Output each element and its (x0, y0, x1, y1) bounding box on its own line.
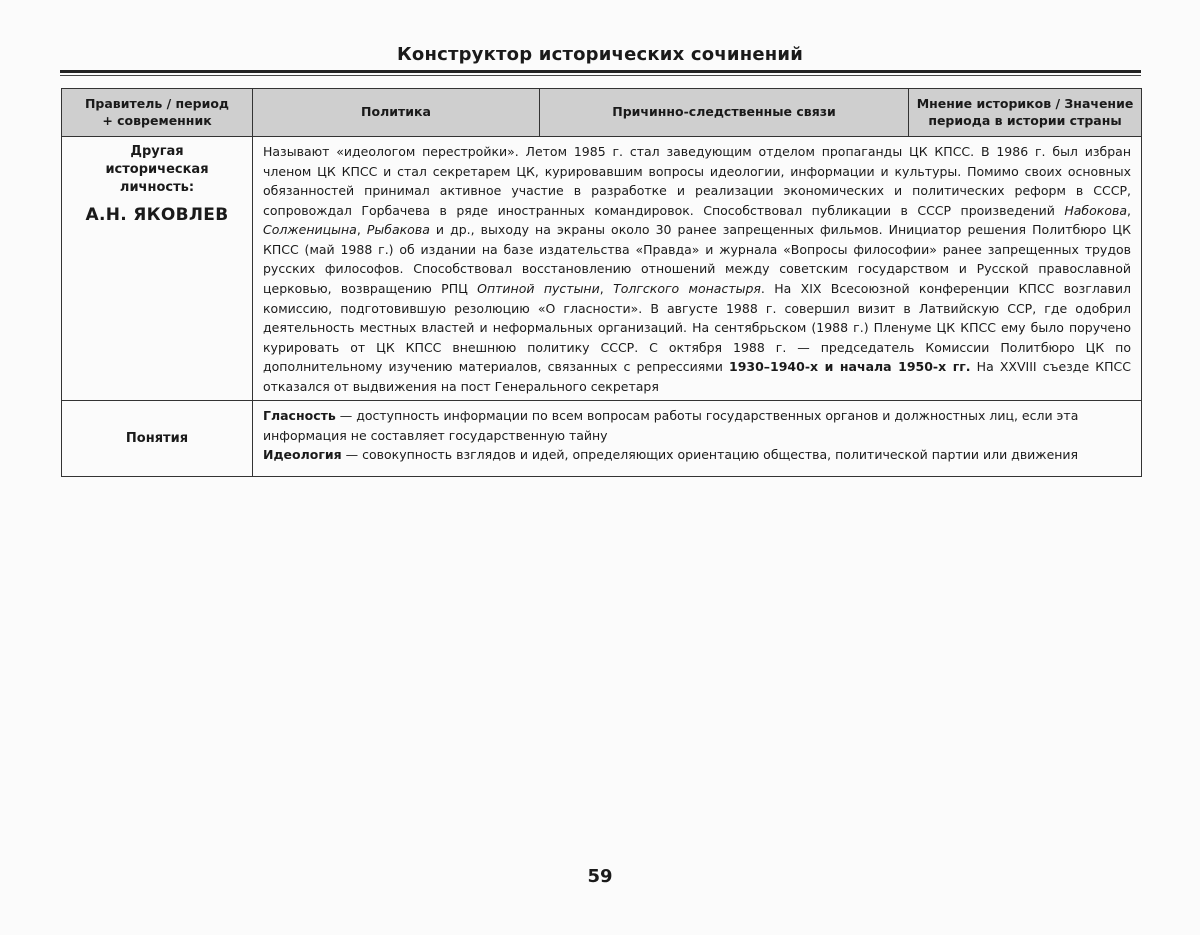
description-text: , (356, 222, 367, 238)
description-bold: и (818, 359, 840, 375)
concept-term: Идеология (263, 447, 342, 463)
page-title: Конструктор исторических сочинений (396, 44, 804, 65)
header-ruler: Правитель / период + современник (62, 89, 253, 137)
description-text: . На XIX Всесоюзной конференции КПСС возглавил комиссию, подготовившую резолюцию «О гласности». В августе 1988 г. совершил визит в Латвийскую ССР, где одобрил деятельность местных властей и неформальных организаций. На сентябрьском (1988 г.) Пленуме ЦК КПСС ему было поручено курировать от ЦК КПСС внешнюю политику СССР. С октября 1988 г. — председатель Комиссии Политбюро ЦК по дополнительному изучению материалов, связанных с репрессиями (263, 280, 1131, 375)
description-bold: 1930–1940-х (729, 359, 819, 375)
description-text: и др., выходу на экраны около 30 ранее запрещенных фильмов. Инициатор решения Политбюро ЦК КПСС (май 1988 г.) об издании на базе издательства «Правда» и журнала «Вопросы философии» ранее запрещенных трудов русских философов. Способствовал восстановлению отношений между советским государством и Русской православной церковью, возвращению РПЦ (263, 222, 1131, 296)
table-header-row (62, 89, 1142, 137)
description-text: Называют «идеологом перестройки». Летом 1985 г. стал заведующим отделом пропаганды ЦК КПСС. В 1986 г. был избран членом ЦК КПСС и стал секретарем ЦК, курировавшим вопросы идеологии, информации и культуры. Помимо своих основных обязанностей принимал активное участие в разработке и реализации экономических и политических реформ в СССР, сопровождал Горбачева в ряде иностранных командировок. Способствовал публикации в СССР произведений (263, 144, 1131, 218)
description-italic: Рыбакова (366, 222, 430, 238)
person-description (253, 137, 1142, 401)
person-name: А.Н. ЯКОВЛЕВ (85, 204, 229, 225)
description-bold: начала 1950-х гг. (839, 359, 971, 375)
title-rule-thin (60, 75, 1141, 76)
concept-definition: — доступность информации по всем вопросам работы государственных органов и должностных лиц, если эта информация не составляет государственную тайну (263, 408, 1079, 443)
description-text: На XXVIII съезде КПСС отказался от выдвижения на пост Генерального секретаря (263, 359, 1132, 394)
header-policy: Политика (253, 89, 540, 137)
title-rule (60, 70, 1141, 73)
description-text: , (1127, 202, 1131, 218)
description-italic: Набокова (1064, 202, 1128, 218)
person-cell (62, 137, 253, 401)
description-italic: Оптиной пустыни (477, 280, 600, 296)
history-table (61, 88, 1142, 477)
concept-item (263, 445, 1131, 465)
description-text: , (599, 280, 614, 296)
concepts-row (62, 401, 1142, 477)
page-number: 59 (587, 866, 613, 887)
description-italic: Толгского монастыря (613, 280, 761, 296)
description-italic: Солженицына (263, 222, 357, 238)
concepts-cell (253, 401, 1142, 477)
header-historians: Мнение историков / Значение периода в истории страны (909, 89, 1142, 137)
concept-definition: — совокупность взглядов и идей, определяющих ориентацию общества, политической партии или движения (341, 447, 1079, 463)
concept-term: Гласность (263, 408, 336, 424)
concepts-label: Понятия (62, 401, 253, 477)
header-causes: Причинно-следственные связи (540, 89, 909, 137)
person-row (62, 137, 1142, 401)
person-label: Другая историческая личность: (105, 144, 209, 196)
concept-item (263, 406, 1131, 445)
